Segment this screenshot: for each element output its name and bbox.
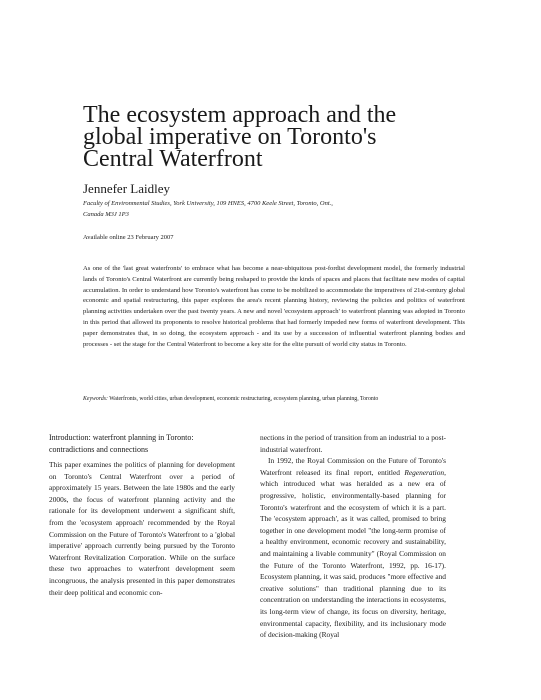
body-paragraph (260, 455, 446, 641)
left-column (49, 432, 235, 598)
title-line: Central Waterfront (83, 146, 263, 172)
keywords-label: Keywords: (83, 396, 108, 402)
body-paragraph: nections in the period of transition from an industrial to a post-industrial waterfront. (260, 433, 446, 454)
title-line: The ecosystem approach and the (83, 102, 397, 128)
availability-date: Available online 23 February 2007 (83, 234, 174, 241)
keywords (83, 395, 465, 405)
affiliation-line: Faculty of Environmental Studies, York University, 109 HNES, 4700 Keele Street, Toronto, Ont., (83, 200, 333, 207)
section-heading: Introduction: waterfront planning in Toronto: contradictions and connections (49, 433, 194, 454)
body-text: In 1992, the Royal Commission on the Future of Toronto's Waterfront released its final report, entitled (260, 456, 446, 477)
body-paragraph: This paper examines the politics of planning for development on Toronto's Central Waterfront over a period of approximately 15 years. Between the late 1980s and the early 2000s, the focus of waterfront planning activity and the rationale for its development underwent a significant shift, from the 'ecosystem approach' recommended by the Royal Commission on the Future of Toronto's Waterfront to a 'global imperative' approach currently being pursued by the Toronto Waterfront Revitalization Corporation. While on the surface these two approaches to waterfront development seem incongruous, the analysis presented in this paper demonstrates their deep political and economic con- (49, 460, 235, 597)
right-column (260, 432, 446, 641)
body-text: , which introduced what was heralded as a new era of progressive, holistic, environmentally-based planning for Toronto's waterfront and the ecosystem of which it is a part. The 'ecosystem approach', as it was called, promised to bring together in one development model "the long-term promise of a healthy environment, economic recovery and sustainability, and maintaining a livable community" (Royal Commission on the Future of the Toronto Waterfront, 1992, pp. 16-17). Ecosystem planning, it was said, produces "more effective and creative solutions" than traditional planning due to its concentration on understanding the interactions in ecosystems, its long-term view of change, its focus on diversity, heritage, environmental capacity, flexibility, and its inclusionary mode of decision-making (Royal (260, 467, 446, 640)
author-affiliation (83, 198, 483, 220)
affiliation-line: Canada M3J 1P3 (83, 211, 129, 218)
keywords-list: Waterfronts, world cities, urban development, economic restructuring, ecosystem planning, urban planning, Toronto (109, 396, 379, 402)
paper-title (83, 104, 483, 170)
report-title: Regeneration (404, 467, 445, 477)
abstract: As one of the 'last great waterfronts' to embrace what has become a near-ubiquitous post-fordist development model, the formerly industrial lands of Toronto's Central Waterfront are currently being reshaped to provide the kinds of spaces and places that facilitate new modes of capital accumulation. In order to understand how Toronto's waterfront has come to be mobilized to accommodate the imperatives of 21st-century global economic and spatial restructuring, this paper explores the area's recent planning history, reviewing the policies and politics of waterfront planning activities undertaken over the past twenty years. A new and novel 'ecosystem approach' to waterfront planning was adopted in Toronto in this period that allowed its proponents to resolve historical problems that had formerly impeded new forms of waterfront development. This paper demonstrates that, in so doing, the ecosystem approach - and its use by a succession of influential waterfront planning bodies and processes - set the stage for the Central Waterfront to become a key site for the elite pursuit of world city status in Toronto. (83, 265, 465, 348)
author-name: Jennefer Laidley (83, 181, 170, 196)
title-line: global imperative on Toronto's (83, 124, 377, 150)
